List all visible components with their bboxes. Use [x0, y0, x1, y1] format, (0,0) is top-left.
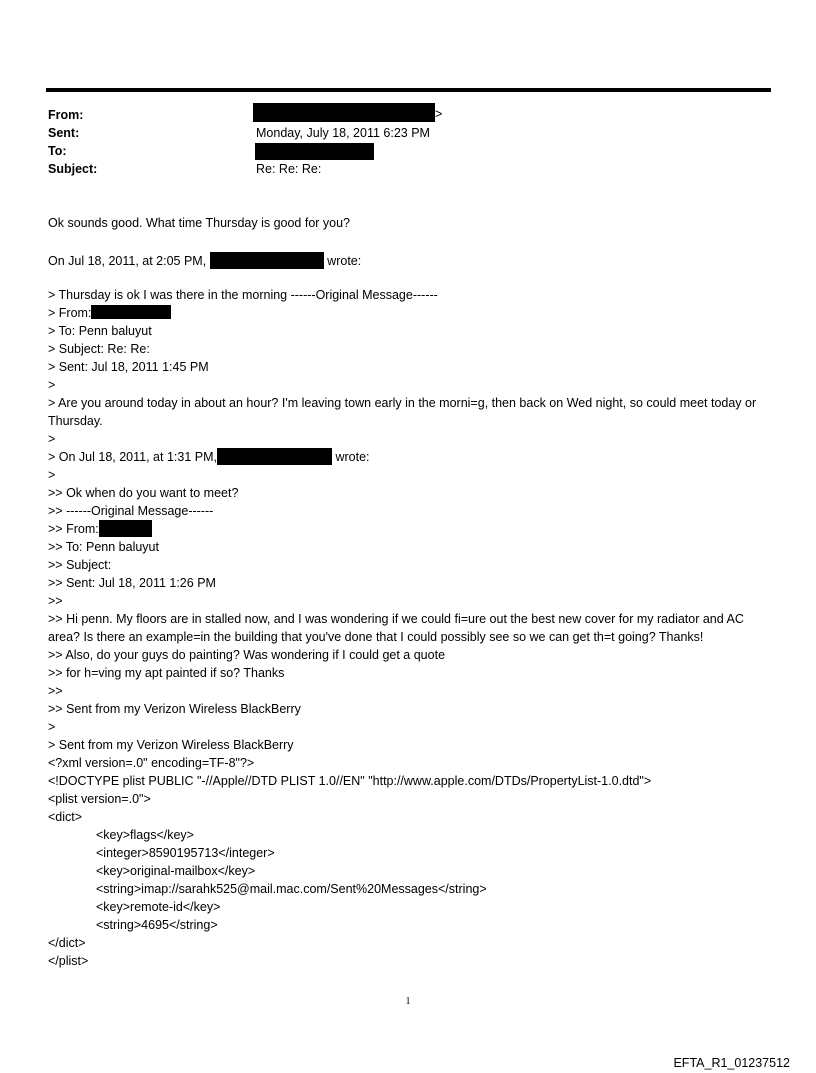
- body-line: [48, 520, 778, 538]
- body-line: >>: [48, 684, 63, 698]
- body-line: >> Subject:: [48, 558, 112, 572]
- attribution-wrote: wrote:: [327, 254, 362, 268]
- redaction-sender-2: [217, 448, 332, 465]
- from-suffix: >: [435, 107, 443, 121]
- body-line: >> ------Original Message------: [48, 504, 214, 518]
- sent-value: Monday, July 18, 2011 6:23 PM: [256, 126, 430, 140]
- subject-value: Re: Re: Re:: [256, 162, 322, 176]
- body-line: >> To: Penn baluyut: [48, 540, 159, 554]
- body-line: >> Sent from my Verizon Wireless BlackBerry: [48, 702, 301, 716]
- body-line: <key>remote-id</key>: [96, 900, 221, 914]
- redaction-quoted-from-2: [99, 520, 152, 537]
- body-line: >: [48, 720, 56, 734]
- body-line: </plist>: [48, 954, 89, 968]
- body-line: >> Also, do your guys do painting? Was wondering if I could get a quote: [48, 648, 446, 662]
- body-line: [48, 304, 778, 322]
- body-line: [48, 252, 778, 270]
- body-paragraph: > Are you around today in about an hour? I'm leaving town early in the morni=g, then back on Wed night, so could meet today or Thursday.: [48, 396, 757, 428]
- quoted-from-label: > From:: [48, 306, 92, 320]
- from-label: From:: [48, 108, 84, 122]
- page-number: 1: [405, 996, 411, 1007]
- body-line: <?xml version=.0" encoding=TF-8"?>: [48, 756, 255, 770]
- sent-label: Sent:: [48, 126, 80, 140]
- bates-id: EFTA_R1_01237512: [673, 1056, 790, 1070]
- to-label: To:: [48, 144, 67, 158]
- body-line: >>: [48, 594, 63, 608]
- body-line: <key>original-mailbox</key>: [96, 864, 256, 878]
- body-line: <integer>8590195713</integer>: [96, 846, 275, 860]
- header-divider: [46, 88, 771, 92]
- attribution-wrote: wrote:: [335, 450, 370, 464]
- body-line: <!DOCTYPE plist PUBLIC "-//Apple//DTD PLIST 1.0//EN" "http://www.apple.com/DTDs/PropertyList-1.0.dtd">: [48, 774, 652, 788]
- body-line: </dict>: [48, 936, 86, 950]
- body-line: >> Ok when do you want to meet?: [48, 486, 239, 500]
- email-body: [48, 214, 778, 970]
- subject-label: Subject:: [48, 162, 98, 176]
- body-line: > Thursday is ok I was there in the morning ------Original Message------: [48, 288, 438, 302]
- body-line: >> for h=ving my apt painted if so? Thanks: [48, 666, 285, 680]
- redaction-sender: [210, 252, 324, 269]
- body-line: > Subject: Re: Re:: [48, 342, 150, 356]
- body-line: > To: Penn baluyut: [48, 324, 152, 338]
- body-line: <string>4695</string>: [96, 918, 218, 932]
- body-line: <key>flags</key>: [96, 828, 194, 842]
- body-line: <string>imap://sarahk525@mail.mac.com/Sent%20Messages</string>: [96, 882, 487, 896]
- body-line: > Sent: Jul 18, 2011 1:45 PM: [48, 360, 209, 374]
- body-line: >: [48, 378, 56, 392]
- attribution-text: On Jul 18, 2011, at 2:05 PM,: [48, 254, 207, 268]
- attribution-text: > On Jul 18, 2011, at 1:31 PM,: [48, 450, 217, 464]
- body-line: [48, 448, 778, 466]
- body-line: >: [48, 432, 56, 446]
- redaction-to: [255, 143, 374, 160]
- body-line: Ok sounds good. What time Thursday is good for you?: [48, 216, 351, 230]
- body-line: >: [48, 468, 56, 482]
- body-line: >> Sent: Jul 18, 2011 1:26 PM: [48, 576, 216, 590]
- body-paragraph: >> Hi penn. My floors are in stalled now, and I was wondering if we could fi=ure out the best new cover for my radiator and AC area? Is there an example=in the building that you've done that I could possibly see so we can get th=t going? Thanks!: [48, 612, 744, 644]
- body-line: <dict>: [48, 810, 83, 824]
- redaction-from: [253, 103, 435, 122]
- body-line: <plist version=.0">: [48, 792, 151, 806]
- redaction-quoted-from: [91, 305, 171, 319]
- quoted-from-label-2: >> From:: [48, 522, 99, 536]
- body-line: > Sent from my Verizon Wireless BlackBerry: [48, 738, 294, 752]
